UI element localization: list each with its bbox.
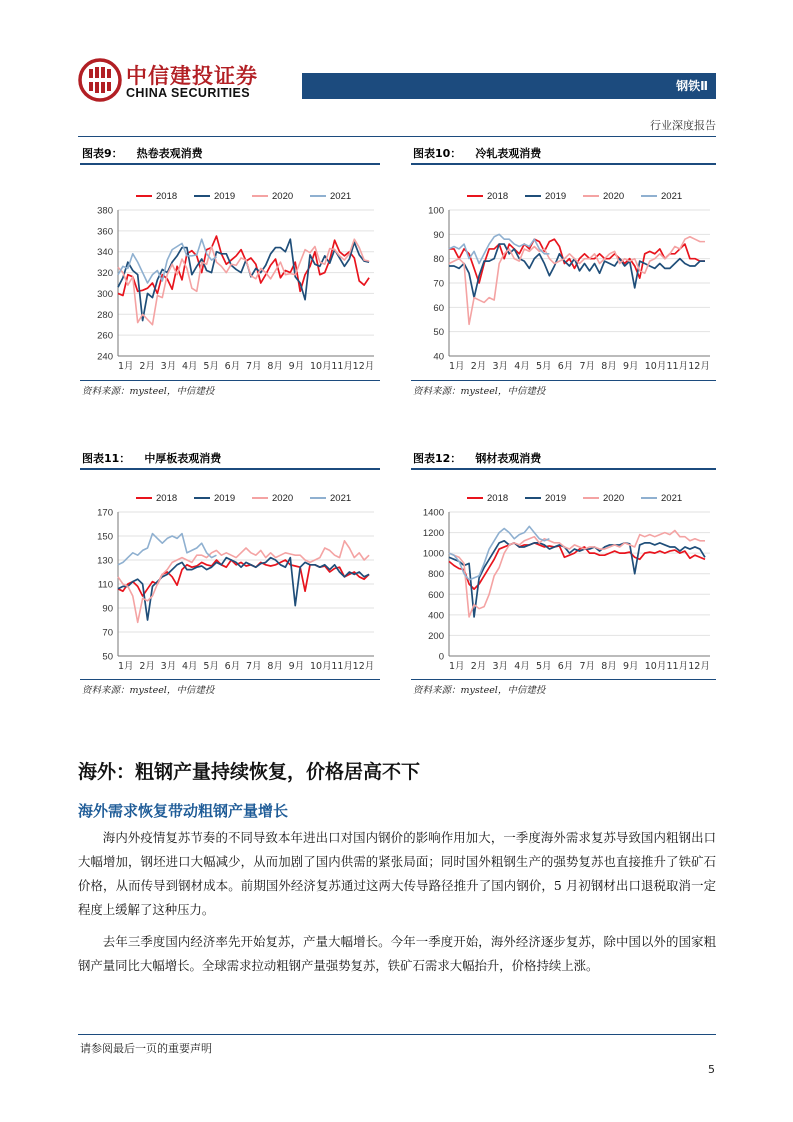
legend-label-2021: 2021 [330,191,352,202]
x-tick-label: 9月 [623,361,639,372]
figure-10-source: 资料来源：mysteel，中信建投 [413,386,546,397]
legend-label-2019: 2019 [545,493,567,504]
paragraph-1: 海内外疫情复苏节奏的不同导致本年进出口对国内钢价的影响作用加大，一季度海外需求复苏导致国内粗钢出口大幅增加，钢坯进口大幅减少，从而加剧了国内供需的紧张局面；同时国外粗钢生产的强势复苏也直接推升了铁矿石价格，从而传导到钢材成本。前期国外经济复苏通过这两大传导路径推升了国内钢价，5 月初钢材出口退税取消一定程度上缓解了这种压力。 [78,830,716,917]
x-tick-label: 3月 [492,361,509,372]
figure-9-number: 图表9： [82,147,123,160]
x-tick-label: 2月 [139,661,155,672]
y-tick-label: 1000 [422,548,444,560]
x-tick-label: 1月 [118,361,134,372]
disclaimer-note: 请参阅最后一页的重要声明 [80,1042,212,1055]
x-tick-label: 4月 [514,361,530,372]
figure-12-source: 资料来源：mysteel，中信建投 [413,685,546,696]
y-tick-label: 280 [97,309,113,321]
figure-9-title [82,146,217,162]
x-tick-label: 10月 [644,661,667,672]
figure-9-source-rule [80,380,380,381]
y-tick-label: 150 [97,531,113,543]
y-tick-label: 300 [97,288,113,300]
company-name-cn: 中信建投证券 [126,64,258,88]
figure-11-title [82,451,235,467]
figure-12-title [413,451,555,467]
x-tick-label: 11月 [666,661,689,672]
figure-12-name: 钢材表观消费 [475,452,542,465]
subsection-heading: 海外需求恢复带动粗钢产量增长 [78,802,289,820]
y-tick-label: 800 [428,569,444,581]
y-tick-label: 110 [97,579,113,591]
citic-logo-icon [78,58,122,102]
x-tick-label: 1月 [449,661,465,672]
legend-label-2020: 2020 [603,493,625,504]
x-tick-label: 2月 [470,661,487,672]
figure-10-rule [411,163,716,165]
y-tick-label: 0 [438,651,444,663]
y-tick-label: 600 [428,589,444,601]
x-tick-label: 12月 [352,361,375,372]
y-tick-label: 340 [97,247,113,259]
figure-11-source-rule [80,679,380,680]
figure-10-number: 图表10： [413,147,462,160]
x-tick-label: 6月 [224,361,241,372]
y-tick-label: 1400 [422,507,444,519]
x-tick-label: 2月 [139,361,155,372]
chart-hot-rolled [80,186,380,378]
footer-divider [78,1034,716,1035]
y-tick-label: 50 [102,651,113,663]
x-tick-label: 4月 [514,661,530,672]
x-tick-label: 6月 [224,661,241,672]
x-tick-label: 6月 [557,661,574,672]
x-tick-label: 5月 [203,361,219,372]
x-tick-label: 11月 [331,661,353,672]
x-tick-label: 9月 [288,361,305,372]
legend-label-2021: 2021 [330,493,352,504]
x-tick-label: 1月 [118,661,134,672]
figure-10-source-rule [411,380,716,381]
section-heading: 海外：粗钢产量持续恢复，价格居高不下 [78,761,421,783]
x-tick-label: 12月 [352,661,375,672]
figure-10-title [413,146,555,162]
x-tick-label: 5月 [536,661,552,672]
x-tick-label: 12月 [688,661,710,672]
y-tick-label: 380 [97,205,113,217]
figure-9-name: 热卷表观消费 [136,147,203,160]
x-tick-label: 8月 [267,361,283,372]
figure-10-name: 冷轧表观消费 [475,147,542,160]
figure-11-number: 图表11： [82,452,131,465]
figure-12-source-rule [411,679,716,680]
x-tick-label: 6月 [557,361,574,372]
legend-label-2021: 2021 [661,493,683,504]
x-tick-label: 5月 [203,661,219,672]
paragraph-2: 去年三季度国内经济率先开始复苏，产量大幅增长。今年一季度开始，海外经济逐步复苏，除中国以外的国家粗钢产量同比大幅增长。全球需求拉动粗钢产量强势复苏，铁矿石需求大幅抬升，价格持续上涨。 [78,934,716,973]
legend-label-2018: 2018 [487,493,509,504]
x-tick-label: 10月 [310,661,332,672]
series-line-2020 [449,237,705,325]
chart-medium-plate [80,488,380,678]
legend-label-2020: 2020 [272,493,294,504]
y-tick-label: 70 [102,627,113,639]
legend-label-2019: 2019 [214,191,236,202]
y-tick-label: 170 [97,507,113,519]
legend-label-2019: 2019 [545,191,567,202]
y-tick-label: 90 [433,229,444,241]
y-tick-label: 240 [97,351,113,363]
x-tick-label: 2月 [470,361,487,372]
legend-label-2018: 2018 [487,191,509,202]
y-tick-label: 60 [433,302,444,314]
legend-label-2018: 2018 [156,493,178,504]
figure-9-rule [80,163,380,165]
chart-cold-rolled [411,186,716,378]
x-tick-label: 3月 [160,361,177,372]
x-tick-label: 12月 [688,361,710,372]
report-type: 行业深度报告 [650,119,716,132]
x-tick-label: 1月 [449,361,465,372]
x-tick-label: 4月 [182,361,198,372]
x-tick-label: 8月 [267,661,283,672]
x-tick-label: 11月 [331,361,353,372]
x-tick-label: 5月 [536,361,552,372]
figure-9-source: 资料来源：mysteel，中信建投 [82,386,215,397]
x-tick-label: 8月 [601,361,617,372]
y-tick-label: 80 [433,254,444,266]
x-tick-label: 9月 [288,661,305,672]
legend-label-2020: 2020 [603,191,625,202]
header-bar [302,73,716,99]
y-tick-label: 1200 [422,528,444,540]
legend-label-2019: 2019 [214,493,236,504]
x-tick-label: 3月 [160,661,177,672]
x-tick-label: 8月 [601,661,617,672]
y-tick-label: 100 [428,205,444,217]
x-tick-label: 4月 [182,661,198,672]
y-tick-label: 360 [97,226,113,238]
x-tick-label: 11月 [666,361,689,372]
y-tick-label: 260 [97,330,113,342]
y-tick-label: 90 [102,603,113,615]
y-tick-label: 70 [433,278,444,290]
x-tick-label: 3月 [492,661,509,672]
page-number: 5 [708,1063,715,1076]
figure-12-number: 图表12： [413,452,462,465]
x-tick-label: 7月 [246,361,262,372]
figure-11-rule [80,468,380,470]
figure-12-rule [411,468,716,470]
figure-11-source: 资料来源：mysteel，中信建投 [82,685,215,696]
x-tick-label: 10月 [644,361,667,372]
legend-label-2020: 2020 [272,191,294,202]
figure-11-name: 中厚板表观消费 [144,452,222,465]
legend-label-2021: 2021 [661,191,683,202]
x-tick-label: 9月 [623,661,639,672]
company-name-en: CHINA SECURITIES [126,86,251,100]
series-line-2020 [118,541,369,623]
legend-label-2018: 2018 [156,191,178,202]
y-tick-label: 320 [97,268,113,280]
y-tick-label: 50 [433,327,444,339]
y-tick-label: 130 [97,555,113,567]
x-tick-label: 7月 [579,661,596,672]
x-tick-label: 7月 [246,661,262,672]
header-divider [78,136,716,137]
y-tick-label: 200 [428,630,444,642]
x-tick-label: 7月 [579,361,596,372]
y-tick-label: 400 [428,610,444,622]
x-tick-label: 10月 [310,361,332,372]
section-label: 钢铁Ⅱ [676,79,708,93]
chart-steel-total [411,488,716,678]
y-tick-label: 40 [433,351,444,363]
